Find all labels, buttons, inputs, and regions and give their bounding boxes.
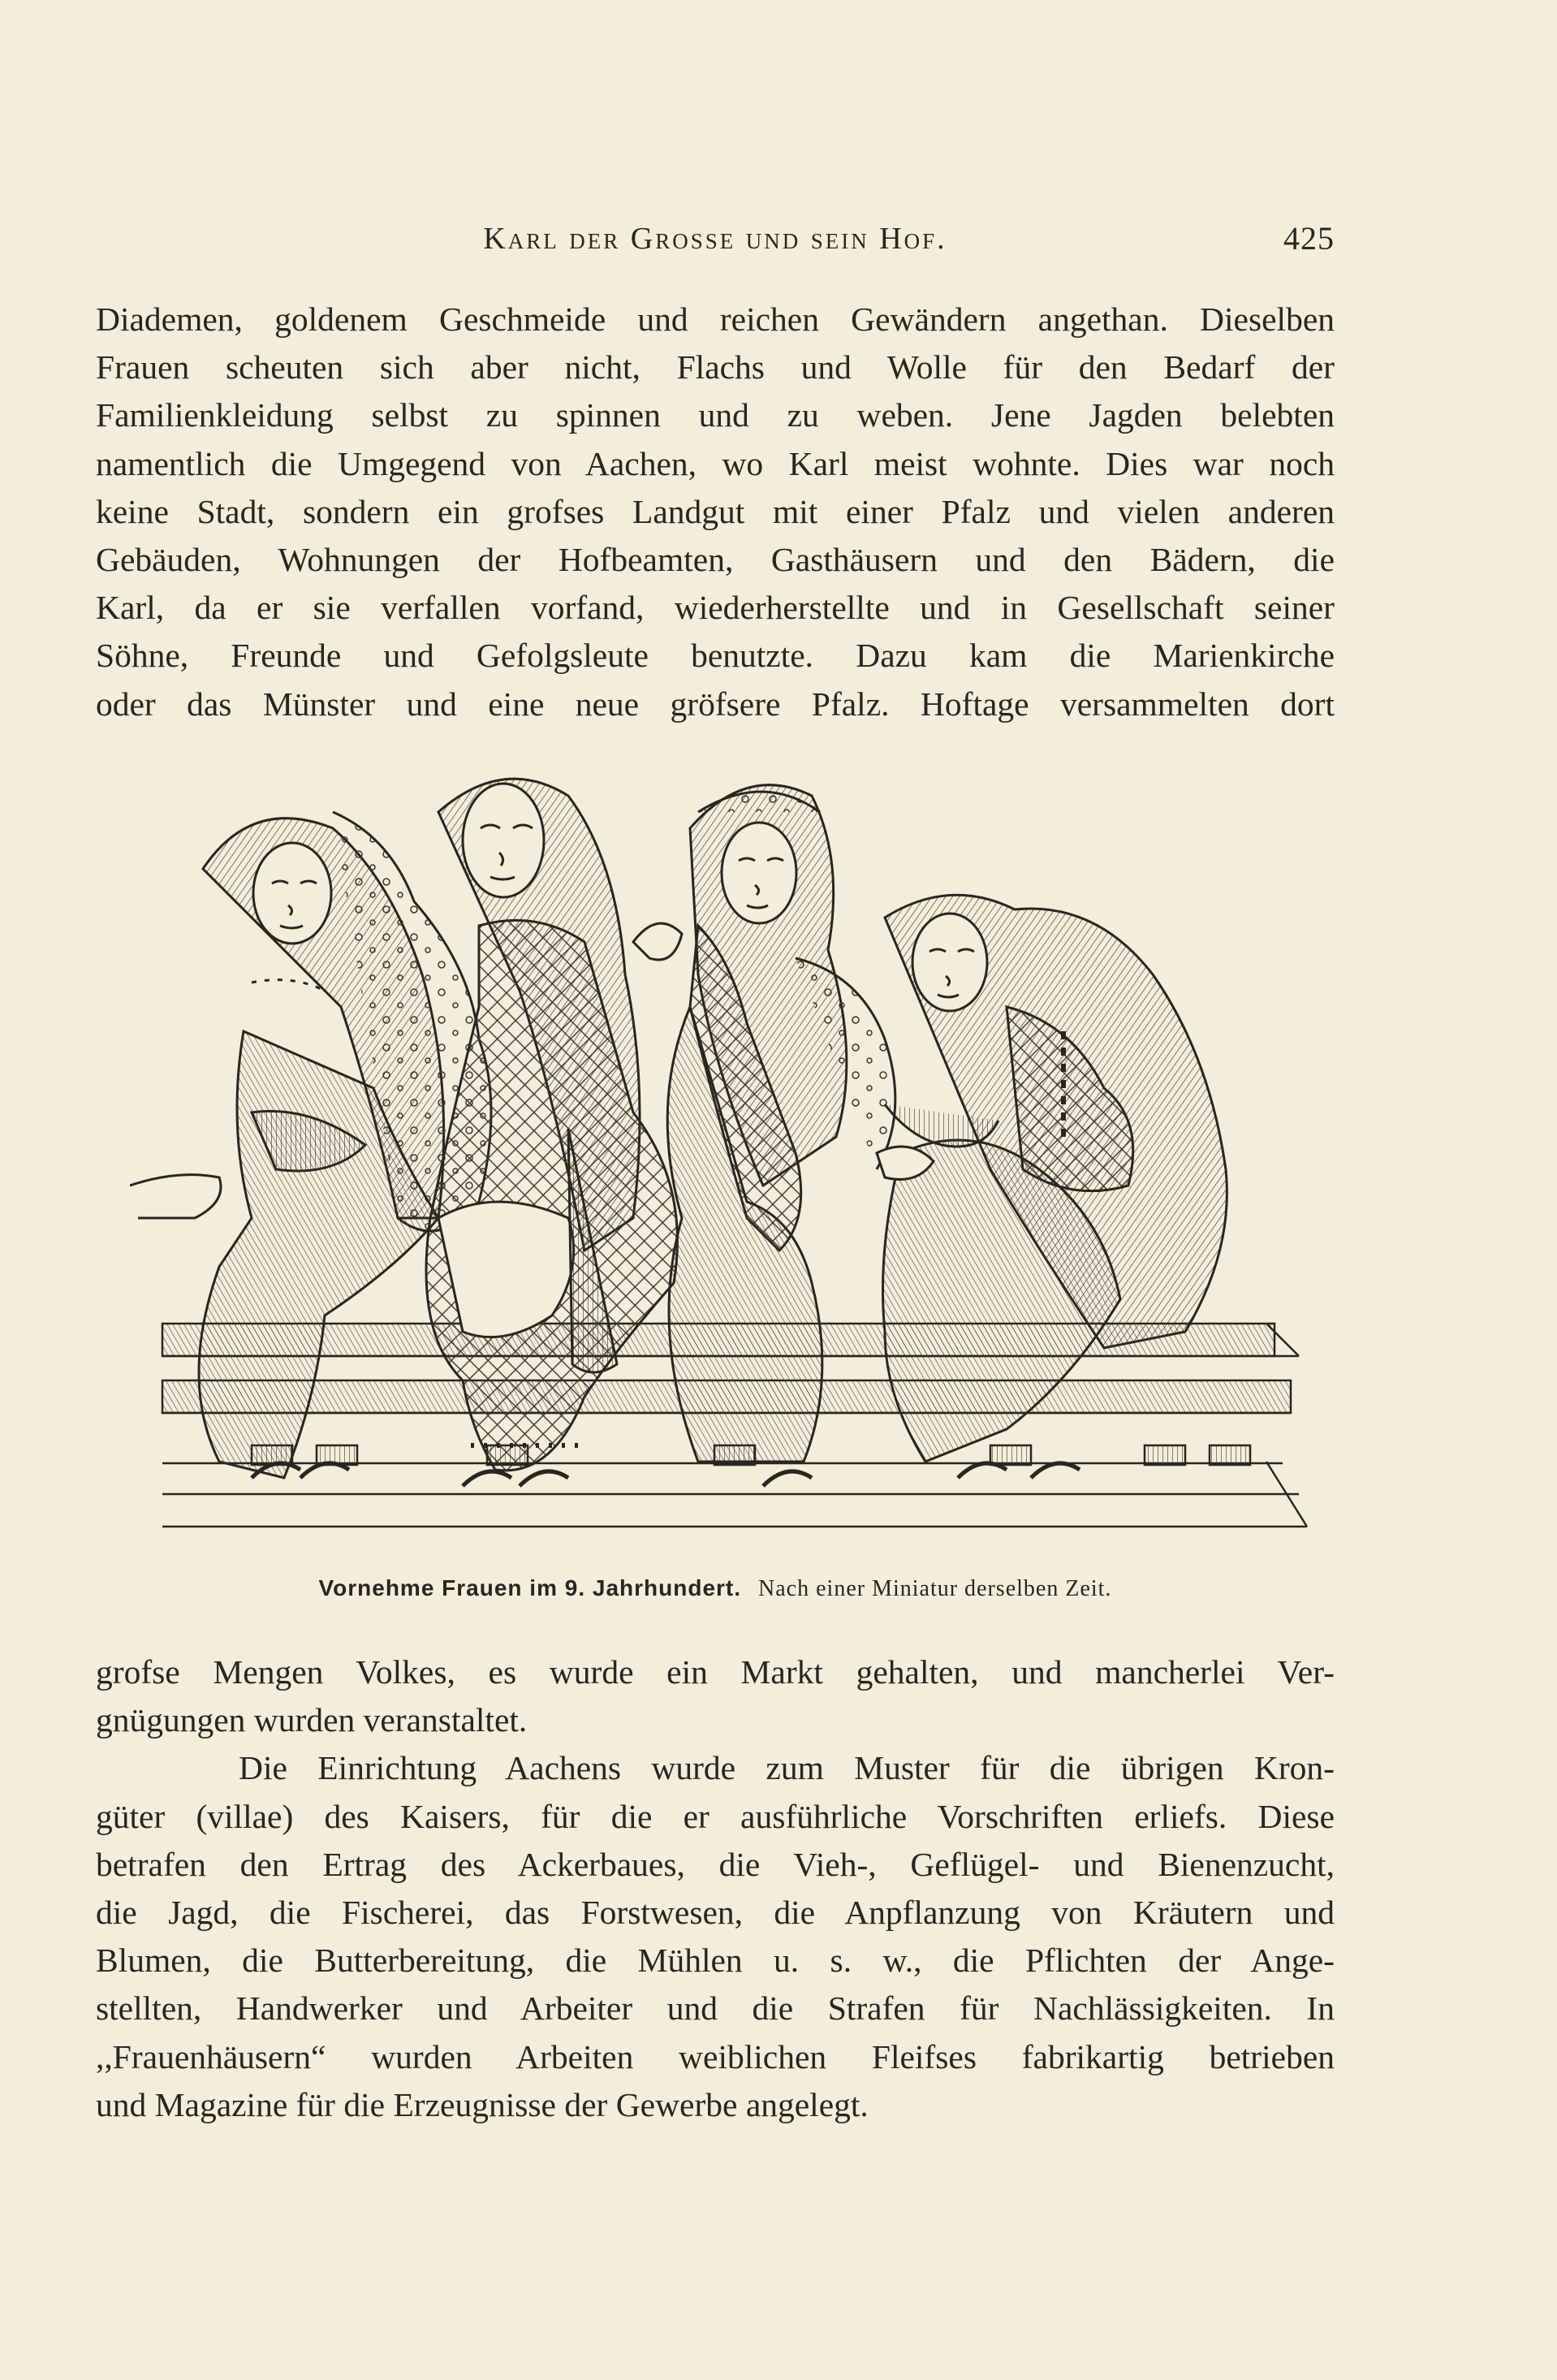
text-line: und Magazine für die Erzeugnisse der Gewerbe angelegt. <box>96 2085 869 2123</box>
text-line: Die Einrichtung Aachens wurde zum Muster für die übrigen Kron- <box>239 1749 1335 1787</box>
text-line: Frauen scheuten sich aber nicht, Flachs und Wolle für den Bedarf der <box>96 348 1335 387</box>
figure-caption <box>96 1575 1335 1602</box>
text-line: grofse Mengen Volkes, es wurde ein Markt gehalten, und mancherlei Ver- <box>96 1653 1335 1691</box>
woman-left <box>130 812 491 1478</box>
text-line: Gebäuden, Wohnungen der Hofbeamten, Gasthäusern und den Bädern, die <box>96 541 1335 579</box>
text-line: gnügungen wurden veranstaltet. <box>96 1701 528 1739</box>
running-head <box>96 218 1335 266</box>
text-block-top <box>96 296 1335 728</box>
text-line: keine Stadt, sondern ein grofses Landgut mit einer Pfalz und vielen anderen <box>96 492 1335 530</box>
caption-title: Vornehme Frauen im 9. Jahrhundert. <box>318 1575 742 1600</box>
text-line: güter (villae) des Kaisers, für die er ausführliche Vorschriften erliefs. Diese <box>96 1797 1335 1835</box>
text-line: die Jagd, die Fischerei, das Forstwesen, die Anpflanzung von Kräutern und <box>96 1894 1335 1932</box>
text-line: ,,Frauenhäusern“ wurden Arbeiten weiblichen Fleifses fabrikartig betrieben <box>96 2037 1335 2075</box>
text-line: oder das Münster und eine neue gröfsere Pfalz. Hoftage versammelten dort <box>96 685 1335 723</box>
text-line: stellten, Handwerker und Arbeiter und die Strafen für Nachlässigkeiten. In <box>96 1989 1335 2028</box>
text-line: Karl, da er sie verfallen vorfand, wiederherstellte und in Gesellschaft seiner <box>96 589 1335 627</box>
page-number: 425 <box>1283 220 1335 257</box>
caption-source: Nach einer Miniatur derselben Zeit. <box>758 1576 1112 1601</box>
text-line: betrafen den Ertrag des Ackerbaues, die Vieh-, Geflügel- und Bienenzucht, <box>96 1845 1335 1883</box>
text-line: Familienkleidung selbst zu spinnen und zu weben. Jene Jagden belebten <box>96 396 1335 434</box>
text-block-bottom <box>96 1648 1335 2129</box>
illustration-four-women <box>130 763 1323 1559</box>
text-line: namentlich die Umgegend von Aachen, wo Karl meist wohnte. Dies war noch <box>96 444 1335 482</box>
text-line: Diademen, goldenem Geschmeide und reichen Gewändern angethan. Dieselben <box>96 300 1335 338</box>
text-line: Blumen, die Butterbereitung, die Mühlen u. s. w., die Pflichten der Ange- <box>96 1942 1335 1980</box>
chapter-title: Karl der Grosse und sein Hof. <box>483 222 947 256</box>
text-line: Söhne, Freunde und Gefolgsleute benutzte. Dazu kam die Marienkirche <box>96 637 1335 675</box>
